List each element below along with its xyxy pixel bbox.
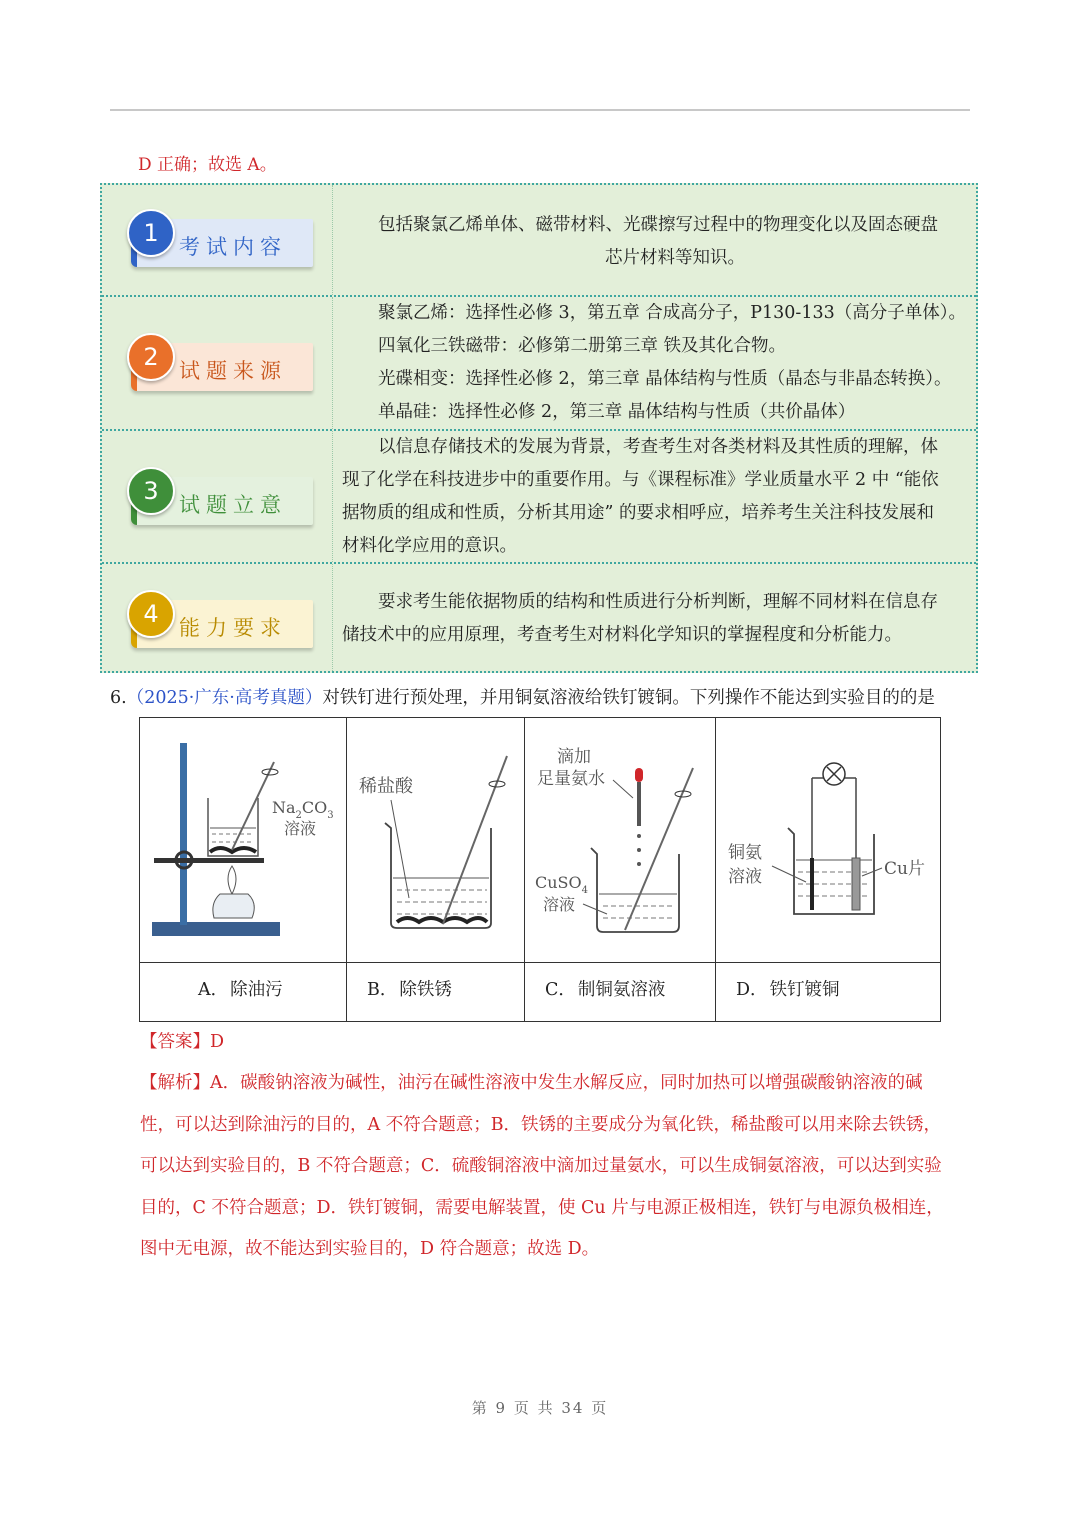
- header-rule: [110, 109, 970, 111]
- option-d: D． 铁钉镀铜: [736, 980, 840, 1000]
- badge-label: 试题来源: [179, 359, 287, 383]
- label-dilute-hcl: 稀盐酸: [359, 776, 413, 797]
- option-b: B． 除铁锈: [367, 980, 452, 1000]
- badge-intent: [127, 467, 307, 533]
- ability-text: 要求考生能依据物质的结构和性质进行分析判断，理解不同材料在信息存 储技术中的应用原理，考查考生对材料化学知识的掌握程度和分析能力。: [342, 592, 938, 645]
- label-cu-sheet: Cu片: [884, 859, 925, 879]
- question-number: 6.: [110, 688, 127, 708]
- label-excess-ammonia: 足量氨水: [537, 769, 605, 789]
- badge-label: 能力要求: [179, 616, 287, 640]
- content-text: 包括聚氯乙烯单体、磁带材料、光碟擦写过程中的物理变化以及固态硬盘 芯片材料等知识。: [378, 215, 938, 268]
- previous-conclusion: D 正确；故选 A。: [138, 155, 277, 175]
- answer-label: 【答案】D: [140, 1032, 225, 1052]
- label-solution-a: 溶液: [284, 819, 317, 838]
- figure-cell-c: [525, 718, 716, 1021]
- question-text: 对铁钉进行预处理，并用铜氨溶液给铁钉镀铜。下列操作不能达到实验目的的是: [322, 688, 935, 708]
- label-copper-ammonia: 铜氨: [728, 843, 762, 863]
- source-text: 聚氯乙烯：选择性必修 3，第五章 合成高分子，P130-133（高分子单体）。 四氧化三铁磁带：必修第二册第三章 铁及其化合物。 光碟相变：选择性必修 2，第三章 晶体结构与性质（晶态与非晶态转换）。 单晶硅：选择性必修 2，第三章 晶体结构与性质（共价晶体）: [378, 303, 966, 422]
- question-stem: [110, 684, 935, 709]
- label-cuso4: CuSO$_4$: [535, 873, 588, 896]
- badge-label: 试题立意: [179, 493, 287, 517]
- badge-number: 4: [127, 590, 175, 638]
- experiment-figure-table: [139, 717, 941, 1022]
- rust-removal-diagram: [347, 718, 523, 961]
- figure-cell-b: [347, 718, 525, 1021]
- panel-row-ability: [102, 564, 976, 671]
- figure-cell-a: [140, 718, 347, 1021]
- intent-text: 以信息存储技术的发展为背景，考查考生对各类材料及其性质的理解，体 现了化学在科技进步中的重要作用。与《课程标准》学业质量水平 2 中 “能依 据物质的组成和性质，分析其用途” 的要求相呼应，培养考生关注科技发展和 材料化学应用的意识。: [342, 437, 939, 556]
- page-footer: 第 9 页 共 34 页: [471, 1399, 609, 1417]
- label-solution-c: 溶液: [543, 895, 576, 914]
- panel-row-intent: [102, 431, 976, 564]
- electroplating-diagram: [716, 718, 938, 961]
- copper-ammonia-prep-diagram: [525, 718, 714, 961]
- analysis-text: 【解析】A．碳酸钠溶液为碱性，油污在碱性溶液中发生水解反应，同时加热可以增强碳酸钠溶液的碱 性，可以达到除油污的目的，A 不符合题意；B．铁锈的主要成分为氧化铁，稀盐酸可以用来除去铁锈， 可以达到实验目的，B 不符合题意；C．硫酸铜溶液中滴加过量氨水，可以生成铜氨溶液，可以达到实验 目的，C 不符合题意；D．铁钉镀铜，需要电解装置，使 Cu 片与电源正极相连，铁钉与电源负极相连， 图中无电源，故不能达到实验目的，D 符合题意；故选 D。: [140, 1073, 944, 1259]
- badge-number: 3: [127, 467, 175, 515]
- panel-row-source: [102, 297, 976, 431]
- option-a: A． 除油污: [198, 980, 283, 1000]
- badge-number: 2: [127, 333, 175, 381]
- panel-row-content: [102, 185, 976, 297]
- badge-number: 1: [127, 209, 175, 257]
- option-c: C． 制铜氨溶液: [545, 980, 666, 1000]
- degreasing-apparatus-diagram: [140, 718, 345, 961]
- badge-ability: [127, 590, 307, 656]
- question-source: （2025·广东·高考真题）: [126, 688, 323, 708]
- badge-exam-content: [127, 209, 307, 275]
- badge-label: 考试内容: [179, 235, 287, 259]
- label-add: 滴加: [557, 747, 591, 767]
- analysis-panel: [100, 183, 978, 673]
- caption-divider: [140, 962, 940, 963]
- figure-cell-d: [716, 718, 940, 1021]
- label-solution-d: 溶液: [728, 867, 762, 887]
- badge-source: [127, 333, 307, 399]
- label-na2co3: $Na_2CO_3$: [272, 798, 334, 821]
